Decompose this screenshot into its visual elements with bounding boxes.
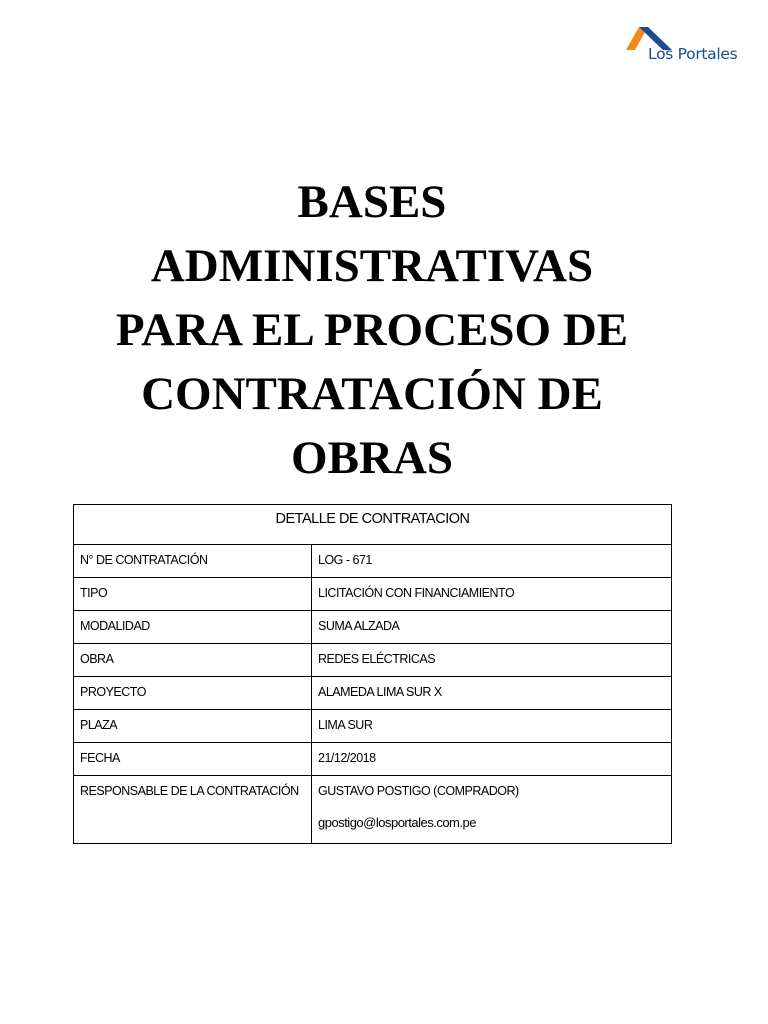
row-label: TIPO [74,578,312,611]
table-row [74,644,672,677]
title-line: ADMINISTRATIVAS [150,240,594,292]
table-header: DETALLE DE CONTRATACION [74,505,672,545]
table-row [74,677,672,710]
row-label: MODALIDAD [74,611,312,644]
email-link[interactable]: gpostigo@losportales.com.pe [318,815,476,830]
row-label: FECHA [74,743,312,776]
row-value: LICITACIÓN CON FINANCIAMIENTO [312,578,672,611]
row-label: PLAZA [74,710,312,743]
row-label: N° DE CONTRATACIÓN [74,545,312,578]
row-value: ALAMEDA LIMA SUR X [312,677,672,710]
row-label: OBRA [74,644,312,677]
row-label: PROYECTO [74,677,312,710]
title-line: PARA EL PROCESO DE [115,304,629,356]
row-value: LOG - 671 [312,545,672,578]
table-row [74,545,672,578]
row-value: SUMA ALZADA [312,611,672,644]
row-value: 21/12/2018 [312,743,672,776]
title-line: BASES [297,176,447,228]
row-label: RESPONSABLE DE LA CONTRATACIÓN [74,776,312,844]
document-title [0,170,744,490]
row-value: LIMA SUR [312,710,672,743]
table-row [74,776,672,844]
table-row [74,578,672,611]
logo-text: Los Portales [648,45,738,63]
table-row [74,710,672,743]
company-logo [624,24,736,68]
row-value: GUSTAVO POSTIGO (COMPRADOR) [318,784,519,798]
row-value: REDES ELÉCTRICAS [312,644,672,677]
contract-detail-table [73,504,672,844]
table-row [74,611,672,644]
table-row [74,743,672,776]
title-line: OBRAS [291,432,453,484]
table-header-row [74,505,672,545]
row-value-cell [312,776,672,844]
title-line: CONTRATACIÓN DE [141,368,603,420]
